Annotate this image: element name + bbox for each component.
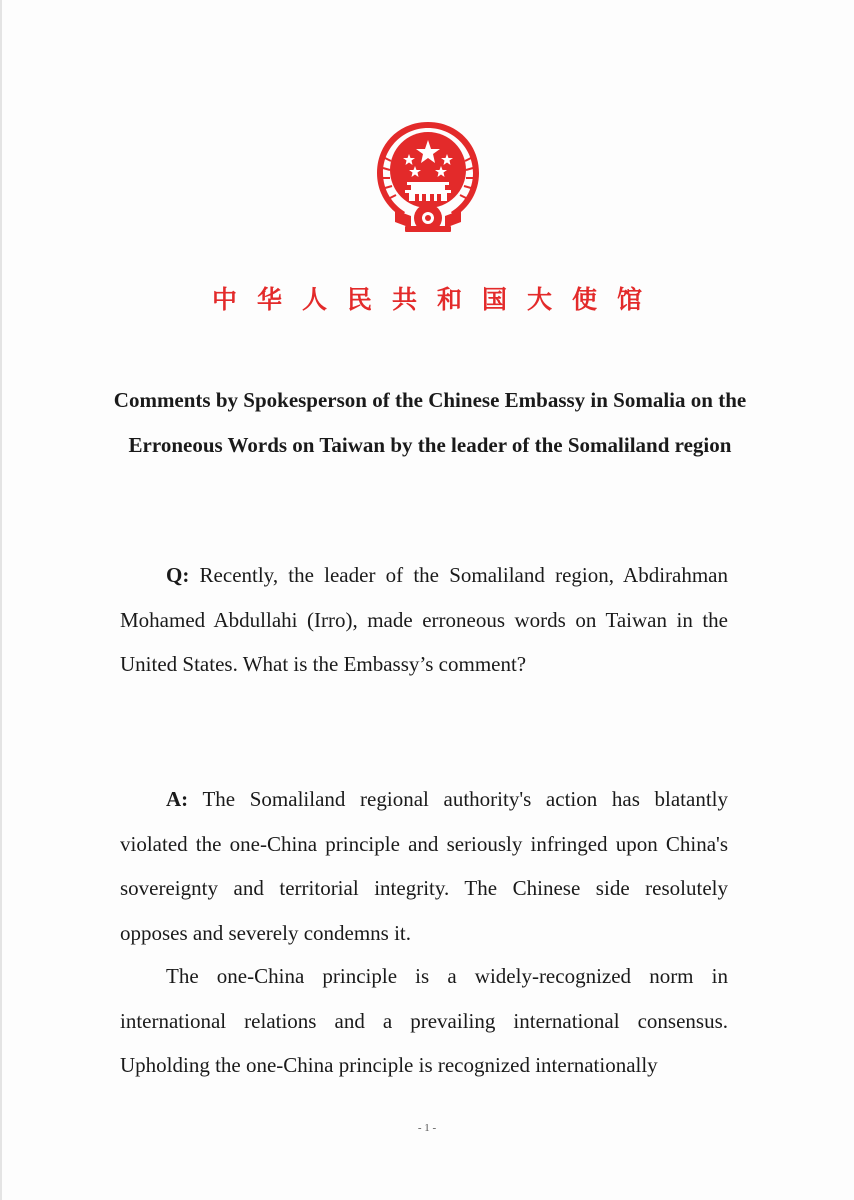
embassy-name: 中华人民共和国大使馆 <box>211 285 662 314</box>
page-number: - 1 - <box>417 1122 437 1134</box>
page-edge <box>0 0 2 1200</box>
body-paragraph: The one-China principle is a widely-recognized norm in international relations and a prevailing international consensus. Upholding the one-China principle is recognized internationally <box>120 964 728 1077</box>
document-title: Comments by Spokesperson of the Chinese Embassy in Somalia on the Erroneous Words on Taiwan by the leader of the Somaliland region <box>113 388 747 457</box>
question-text: Recently, the leader of the Somaliland region, Abdirahman Mohamed Abdullahi (Irro), made erroneous words on Taiwan in the United States. What is the Embassy’s comment? <box>120 563 728 676</box>
question-paragraph <box>120 553 728 687</box>
answer-paragraph <box>120 777 728 955</box>
answer-lead: A: <box>166 787 189 811</box>
national-emblem-icon <box>371 118 485 236</box>
answer-text: The Somaliland regional authority's action has blatantly violated the one-China principle and seriously infringed upon China's sovereignty and territorial integrity. The Chinese side resolutely opposes and severely condemns it. <box>120 787 729 945</box>
question-lead: Q: <box>166 563 190 587</box>
